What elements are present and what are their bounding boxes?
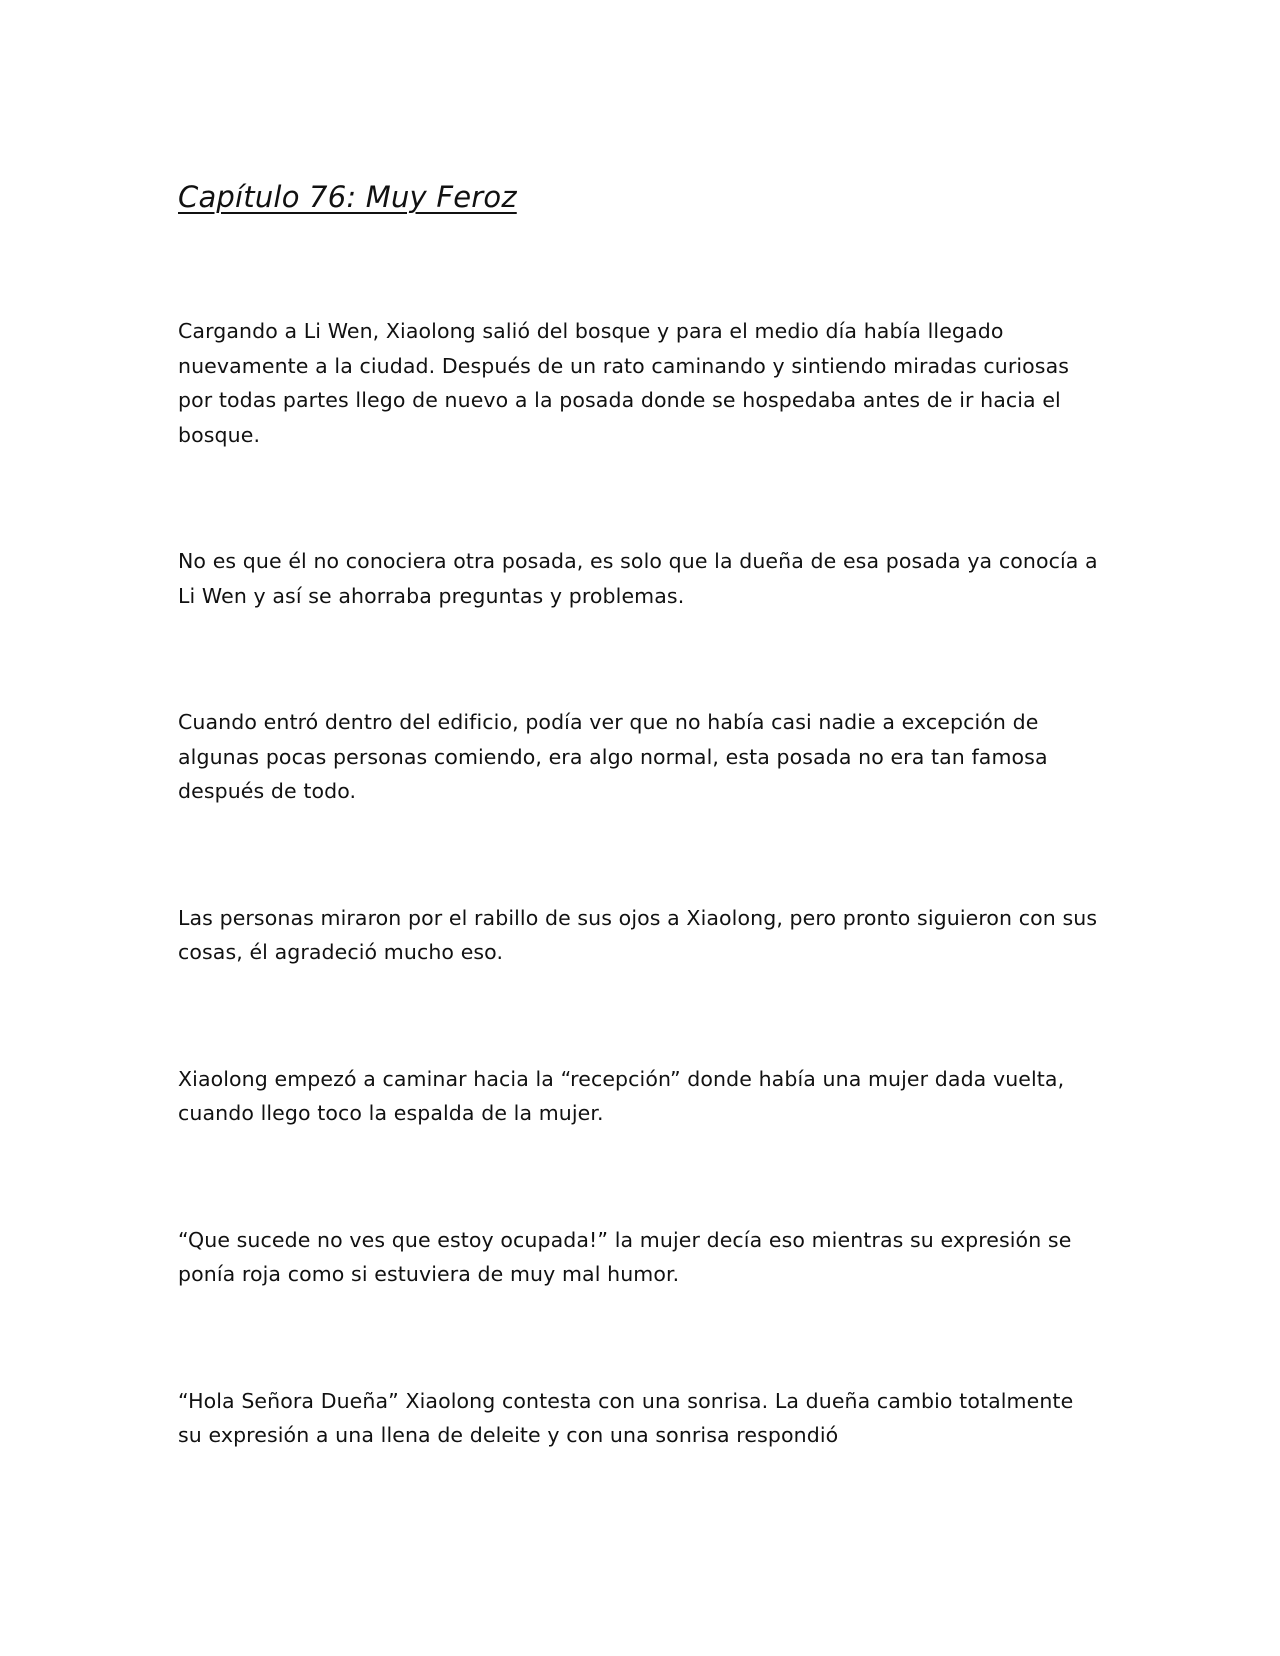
- paragraph-3: Cuando entró dentro del edificio, podía ver que no había casi nadie a excepción de algunas pocas personas comiendo, era algo normal, esta posada no era tan famosa después de todo.: [178, 710, 1048, 803]
- paragraph-1: Cargando a Li Wen, Xiaolong salió del bosque y para el medio día había llegado nuevamente a la ciudad. Después de un rato caminando y sintiendo miradas curiosas por todas partes llego de nuevo a la posada donde se hospedaba antes de ir hacia el bosque.: [178, 319, 1070, 447]
- paragraph-4: Las personas miraron por el rabillo de sus ojos a Xiaolong, pero pronto siguieron con sus cosas, él agradeció mucho eso.: [178, 905, 1098, 964]
- chapter-title: Capítulo 76: Muy Feroz: [178, 180, 517, 214]
- paragraph-2: No es que él no conociera otra posada, es solo que la dueña de esa posada ya conocía a Li Wen y así se ahorraba preguntas y problemas.: [178, 549, 1098, 608]
- page-content: [178, 176, 1098, 1453]
- paragraph-7: “Hola Señora Dueña” Xiaolong contesta con una sonrisa. La dueña cambio totalmente su expresión a una llena de deleite y con una sonrisa respondió: [178, 1388, 1074, 1447]
- paragraph-5: Xiaolong empezó a caminar hacia la “recepción” donde había una mujer dada vuelta, cuando llego toco la espalda de la mujer.: [178, 1066, 1065, 1125]
- paragraph-6: “Que sucede no ves que estoy ocupada!” la mujer decía eso mientras su expresión se ponía roja como si estuviera de muy mal humor.: [178, 1227, 1072, 1286]
- chapter-body: [178, 314, 1098, 1453]
